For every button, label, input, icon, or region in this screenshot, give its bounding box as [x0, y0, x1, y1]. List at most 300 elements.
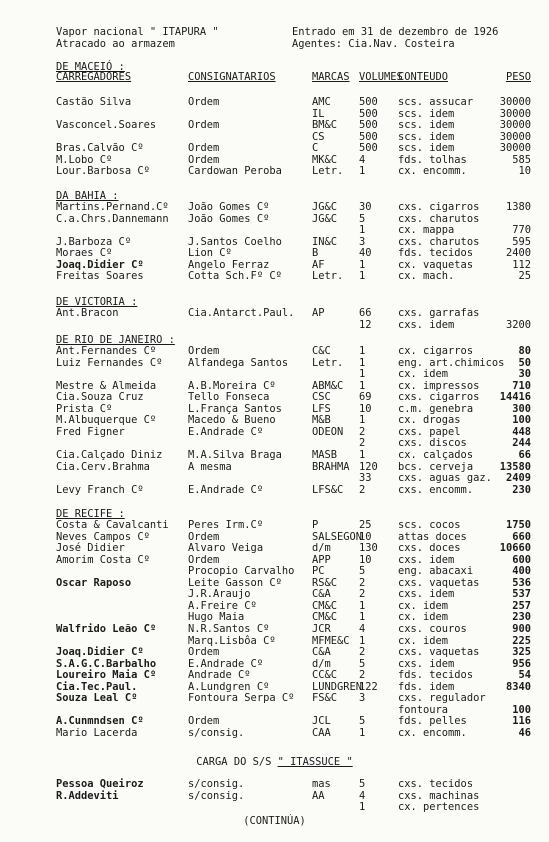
contents: fontoura	[398, 703, 449, 716]
section-title: DE VICTORIA :	[56, 296, 138, 308]
shipper: Joaq.Didier Cº	[56, 646, 144, 659]
marks: BRAHMA	[312, 460, 350, 473]
contents: cxs. discos	[398, 437, 467, 450]
contents: cx. mappa	[398, 224, 455, 237]
marks: IN&C	[312, 235, 338, 248]
marks: ODEON	[312, 425, 344, 438]
weight: 66	[518, 448, 531, 461]
contents: cx. idem	[398, 611, 449, 624]
contents: cxs. idem	[398, 657, 455, 670]
consignee: Tello Fonseca	[188, 391, 270, 404]
contents: cxs. idem	[398, 588, 455, 601]
marks: CC&C	[312, 669, 338, 682]
consignee: Andrade Cº	[188, 669, 251, 682]
contents: eng. abacaxi	[398, 565, 474, 578]
shipper: R.Addeviti	[56, 789, 119, 802]
shipper: Cia.Tec.Paul.	[56, 680, 138, 693]
shipper: M.Lobo Cº	[56, 153, 113, 166]
agents: Agentes: Cia.Nav. Costeira	[292, 38, 455, 50]
marks: B	[312, 247, 319, 260]
weight: 2400	[505, 247, 531, 260]
marks: CM&C	[312, 611, 338, 624]
volumes: 3	[359, 692, 366, 705]
weight: 50	[518, 356, 531, 369]
marks: SALSEGON	[312, 530, 363, 543]
marks: CM&C	[312, 599, 338, 612]
shipper: Lour.Barbosa Cº	[56, 165, 150, 178]
weight: 2409	[505, 472, 531, 485]
column-header: CARREGADORES	[56, 71, 132, 83]
shipper: Luiz Fernandes Cº	[56, 356, 163, 369]
contents: cx. idem	[398, 634, 449, 647]
consignee: Fontoura Serpa Cº	[188, 692, 295, 705]
contents: cx. calçados	[398, 448, 474, 461]
shipper: J.Barboza Cº	[56, 235, 132, 248]
shipper: Ant.Fernandes Cº	[56, 345, 157, 357]
table-row	[0, 97, 549, 109]
marks: Letr.	[312, 270, 344, 283]
contents: cx. drogas	[398, 414, 461, 427]
marks: M&B	[312, 414, 331, 427]
weight: 25	[518, 270, 531, 283]
contents: fds. tecidos	[398, 669, 474, 682]
contents: scs. idem	[398, 119, 455, 132]
volumes: 130	[359, 542, 378, 555]
marks: ABM&C	[312, 379, 344, 392]
weight: 244	[512, 437, 531, 450]
vessel-name: Vapor nacional " ITAPURA "	[56, 26, 219, 38]
shipper: Martins.Pernand.Cº	[56, 201, 169, 213]
volumes: 1	[359, 801, 366, 814]
consignee: João Gomes Cº	[188, 201, 270, 213]
contents: cxs. idem	[398, 318, 455, 331]
table-row	[0, 601, 549, 613]
contents: bcs. cerveja	[398, 460, 474, 473]
footer-continua: (CONTINÚA)	[243, 815, 306, 827]
shipper: Costa & Cavalcanti	[56, 519, 169, 531]
weight: 300	[512, 402, 531, 415]
shipper: Walfrido Leão Cº	[56, 622, 157, 635]
volumes: 69	[359, 391, 372, 404]
volumes: 1	[359, 368, 366, 381]
consignee: A mesma	[188, 460, 232, 473]
marks: MFME&C	[312, 634, 350, 647]
shipper: Castão Silva	[56, 96, 132, 108]
volumes: 122	[359, 680, 378, 693]
volumes: 1	[359, 611, 366, 624]
marks: LFS	[312, 402, 331, 415]
shipper: A.Cunmndsen Cº	[56, 715, 144, 728]
contents: scs. assucar	[398, 96, 474, 108]
table-row	[0, 120, 549, 132]
marks: JCL	[312, 715, 331, 728]
volumes: 2	[359, 646, 366, 659]
consignee: Ordem	[188, 96, 220, 108]
shipper: Cia.Cerv.Brahma	[56, 460, 150, 473]
weight: 14416	[499, 391, 531, 404]
table-row	[0, 670, 549, 682]
consignee: Ordem	[188, 715, 220, 728]
arrival-date: Entrado em 31 de dezembro de 1926	[292, 26, 499, 38]
shipper: Ant.Bracon	[56, 307, 119, 319]
section-title: DE RECIFE :	[56, 508, 125, 520]
volumes: 500	[359, 107, 378, 120]
weight: 595	[512, 235, 531, 248]
consignee: E.Andrade Cº	[188, 483, 264, 496]
shipper: Mario Lacerda	[56, 726, 138, 739]
volumes: 1	[359, 258, 366, 271]
weight: 30000	[499, 142, 531, 155]
contents: cxs. papel	[398, 425, 461, 438]
consignee: Ordem	[188, 142, 220, 155]
volumes: 66	[359, 307, 372, 319]
contents: cx. idem	[398, 599, 449, 612]
marks: P	[312, 519, 319, 531]
volumes: 40	[359, 247, 372, 260]
weight: 3200	[505, 318, 531, 331]
consignee: Cardowan Peroba	[188, 165, 282, 178]
carga-row	[0, 779, 549, 791]
volumes: 10	[359, 553, 372, 566]
weight: 13580	[499, 460, 531, 473]
volumes: 120	[359, 460, 378, 473]
volumes: 3	[359, 235, 366, 248]
volumes: 5	[359, 657, 366, 670]
consignee: A.Lundgren Cº	[188, 680, 270, 693]
weight: 257	[512, 599, 531, 612]
weight: 112	[512, 258, 531, 271]
marks: JG&C	[312, 212, 338, 225]
shipper: Moraes Cº	[56, 247, 113, 260]
consignee: Ordem	[188, 530, 220, 543]
marks: mas	[312, 778, 331, 790]
shipper: Oscar Raposo	[56, 576, 132, 589]
table-row	[0, 728, 549, 740]
marks: IL	[312, 107, 325, 120]
weight: 325	[512, 646, 531, 659]
marks: CS	[312, 130, 325, 143]
marks: FS&C	[312, 692, 338, 705]
table-row	[0, 520, 549, 532]
weight: 54	[518, 669, 531, 682]
shipper: C.a.Chrs.Dannemann	[56, 212, 169, 225]
shipper: Amorim Costa Cº	[56, 553, 150, 566]
volumes: 1	[359, 448, 366, 461]
volumes: 2	[359, 588, 366, 601]
contents: cx. impressos	[398, 379, 480, 392]
marks: AF	[312, 258, 325, 271]
weight: 770	[512, 224, 531, 237]
consignee: E.Andrade Cº	[188, 425, 264, 438]
contents: scs. idem	[398, 130, 455, 143]
shipper: Fred Figner	[56, 425, 125, 438]
consignee: Procopio Carvalho	[188, 565, 295, 578]
column-header: PESO	[505, 71, 531, 83]
volumes: 500	[359, 96, 378, 108]
consignee: Alvaro Veiga	[188, 542, 264, 555]
marks: JCR	[312, 622, 331, 635]
shipper: S.A.G.C.Barbalho	[56, 657, 157, 670]
weight: 585	[512, 153, 531, 166]
table-row	[0, 308, 549, 320]
consignee: s/consig.	[188, 726, 245, 739]
consignee: Ordem	[188, 345, 220, 357]
weight: 100	[512, 703, 531, 716]
consignee: Alfandega Santos	[188, 356, 289, 369]
weight: 30000	[499, 107, 531, 120]
table-row	[0, 358, 549, 370]
table-row	[0, 589, 549, 601]
volumes: 1	[359, 224, 366, 237]
volumes: 10	[359, 530, 372, 543]
volumes: 25	[359, 519, 372, 531]
weight: 80	[518, 345, 531, 357]
table-row	[0, 485, 549, 497]
contents: c.m. genebra	[398, 402, 474, 415]
contents: scs. cocos	[398, 519, 461, 531]
consignee: L.França Santos	[188, 402, 282, 415]
weight: 230	[512, 611, 531, 624]
contents: cxs. aguas gaz.	[398, 472, 492, 485]
volumes: 33	[359, 472, 372, 485]
marks: AMC	[312, 96, 331, 108]
marks: Letr.	[312, 165, 344, 178]
consignee: Lion Cº	[188, 247, 232, 260]
consignee: Ordem	[188, 646, 220, 659]
weight: 225	[512, 634, 531, 647]
header-line-1	[0, 27, 549, 39]
carga-row	[0, 802, 549, 814]
contents: cx. vaquetas	[398, 258, 474, 271]
table-row	[0, 214, 549, 226]
table-row	[0, 202, 549, 214]
weight: 400	[512, 565, 531, 578]
volumes: 1	[359, 345, 366, 357]
table-row	[0, 473, 549, 485]
weight: 30000	[499, 119, 531, 132]
section-title: DE MACEIÓ :	[56, 61, 125, 73]
marks: AP	[312, 307, 325, 319]
weight: 448	[512, 425, 531, 438]
shipper: M.Albuquerque Cº	[56, 414, 157, 427]
contents: cxs. regulador	[398, 692, 486, 705]
weight: 956	[512, 657, 531, 670]
shipper: Pessoa Queiroz	[56, 778, 144, 790]
weight: 46	[518, 726, 531, 739]
contents: cxs. charutos	[398, 212, 480, 225]
table-row	[0, 166, 549, 178]
marks: C&A	[312, 646, 331, 659]
shipper: José Didier	[56, 542, 125, 555]
volumes: 1	[359, 379, 366, 392]
marks: JG&C	[312, 201, 338, 213]
consignee: Leite Gasson Cº	[188, 576, 282, 589]
contents: cxs. doces	[398, 542, 461, 555]
contents: cxs. encomm.	[398, 483, 474, 496]
contents: cxs. charutos	[398, 235, 480, 248]
consignee: Ordem	[188, 119, 220, 132]
weight: 116	[512, 715, 531, 728]
table-row	[0, 225, 549, 237]
contents: cx. encomm.	[398, 726, 467, 739]
contents: cxs. tecidos	[398, 778, 474, 790]
consignee: J.R.Araujo	[188, 588, 251, 601]
contents: cx. idem	[398, 368, 449, 381]
weight: 600	[512, 553, 531, 566]
column-headers	[0, 72, 549, 84]
shipper: Joaq.Didier Cº	[56, 258, 144, 271]
column-header: MARCAS	[312, 71, 350, 83]
volumes: 30	[359, 201, 372, 213]
volumes: 10	[359, 402, 372, 415]
column-header: CONTEUDO	[398, 71, 449, 83]
volumes: 1	[359, 165, 366, 178]
column-header: CONSIGNATARIOS	[188, 71, 276, 83]
section-title: DA BAHIA :	[56, 190, 119, 202]
contents: cxs. garrafas	[398, 307, 480, 319]
consignee: Hugo Maia	[188, 611, 245, 624]
contents: scs. idem	[398, 142, 455, 155]
weight: 230	[512, 483, 531, 496]
consignee: Cia.Antarct.Paul.	[188, 307, 295, 319]
contents: cxs. machinas	[398, 789, 480, 802]
volumes: 1	[359, 414, 366, 427]
weight: 100	[512, 414, 531, 427]
weight: 660	[512, 530, 531, 543]
weight: 710	[512, 379, 531, 392]
weight: 1380	[505, 201, 531, 213]
contents: fds. tolhas	[398, 153, 467, 166]
contents: fds. idem	[398, 680, 455, 693]
shipper: Loureiro Maia Cº	[56, 669, 157, 682]
shipper: Levy Franch Cº	[56, 483, 144, 496]
consignee: J.Santos Coelho	[188, 235, 282, 248]
contents: cxs. cigarros	[398, 201, 480, 213]
consignee: Angelo Ferraz	[188, 258, 270, 271]
weight: 536	[512, 576, 531, 589]
consignee: Ordem	[188, 153, 220, 166]
shipper: Cia.Calçado Diniz	[56, 448, 163, 461]
table-row	[0, 450, 549, 462]
volumes: 5	[359, 212, 366, 225]
marks: LFS&C	[312, 483, 344, 496]
header-line-2	[0, 39, 549, 51]
consignee: João Gomes Cº	[188, 212, 270, 225]
consignee: N.R.Santos Cº	[188, 622, 270, 635]
marks: d/m	[312, 542, 331, 555]
volumes: 12	[359, 318, 372, 331]
contents: cx. mach.	[398, 270, 455, 283]
marks: MASB	[312, 448, 338, 461]
marks: RS&C	[312, 576, 338, 589]
volumes: 1	[359, 356, 366, 369]
contents: cxs. vaquetas	[398, 646, 480, 659]
carga-title	[0, 756, 549, 768]
marks: APP	[312, 553, 331, 566]
marks: CAA	[312, 726, 331, 739]
volumes: 4	[359, 789, 366, 802]
volumes: 1	[359, 634, 366, 647]
contents: scs. idem	[398, 107, 455, 120]
table-row	[0, 578, 549, 590]
contents: cxs. cigarros	[398, 391, 480, 404]
volumes: 5	[359, 778, 366, 790]
shipper: Freitas Soares	[56, 270, 144, 283]
weight: 10660	[499, 542, 531, 555]
marks: C&C	[312, 345, 331, 357]
consignee: Ordem	[188, 553, 220, 566]
marks: C&A	[312, 588, 331, 601]
contents: cxs. idem	[398, 553, 455, 566]
volumes: 1	[359, 270, 366, 283]
weight: 537	[512, 588, 531, 601]
column-header: VOLUMES	[359, 71, 403, 83]
weight: 1750	[505, 519, 531, 531]
weight: 30000	[499, 96, 531, 108]
table-row	[0, 346, 549, 358]
shipper: Bras.Calvão Cº	[56, 142, 144, 155]
weight: 900	[512, 622, 531, 635]
shipper: Neves Campos Cº	[56, 530, 150, 543]
volumes: 500	[359, 119, 378, 132]
weight: 30	[518, 368, 531, 381]
marks: CSC	[312, 391, 331, 404]
consignee: Macedo & Bueno	[188, 414, 276, 427]
volumes: 1	[359, 599, 366, 612]
table-row	[0, 369, 549, 381]
weight: 30000	[499, 130, 531, 143]
carga-title-prefix: CARGA DO S/S	[196, 756, 272, 768]
consignee: Marq.Lisbôa Cº	[188, 634, 276, 647]
contents: fds. pelles	[398, 715, 467, 728]
volumes: 2	[359, 437, 366, 450]
contents: fds. tecidos	[398, 247, 474, 260]
volumes: 5	[359, 565, 366, 578]
table-row	[0, 271, 549, 283]
weight: 10	[518, 165, 531, 178]
contents: cx. encomm.	[398, 165, 467, 178]
consignee: E.Andrade Cº	[188, 657, 264, 670]
volumes: 500	[359, 130, 378, 143]
consignee: Cotta Sch.Fº Cº	[188, 270, 282, 283]
table-row	[0, 693, 549, 705]
volumes: 4	[359, 153, 366, 166]
berth: Atracado ao armazem	[56, 38, 175, 50]
marks: d/m	[312, 657, 331, 670]
consignee: A.Freire Cº	[188, 599, 257, 612]
contents: cxs. couros	[398, 622, 467, 635]
marks: MK&C	[312, 153, 338, 166]
contents: cx. cigarros	[398, 345, 474, 357]
shipper: Cia.Souza Cruz	[56, 391, 144, 404]
shipper: Mestre & Almeida	[56, 379, 157, 392]
volumes: 500	[359, 142, 378, 155]
marks: BM&C	[312, 119, 338, 132]
marks: AA	[312, 789, 325, 802]
shipper: Prista Cº	[56, 402, 113, 415]
consignee: M.A.Silva Braga	[188, 448, 282, 461]
table-row	[0, 624, 549, 636]
contents: attas doces	[398, 530, 467, 543]
marks: Letr.	[312, 356, 344, 369]
consignee: s/consig.	[188, 778, 245, 790]
contents: cxs. vaquetas	[398, 576, 480, 589]
weight: 8340	[505, 680, 531, 693]
consignee: A.B.Moreira Cº	[188, 379, 276, 392]
volumes: 2	[359, 576, 366, 589]
table-row	[0, 543, 549, 555]
marks: LUNDGREN	[312, 680, 363, 693]
